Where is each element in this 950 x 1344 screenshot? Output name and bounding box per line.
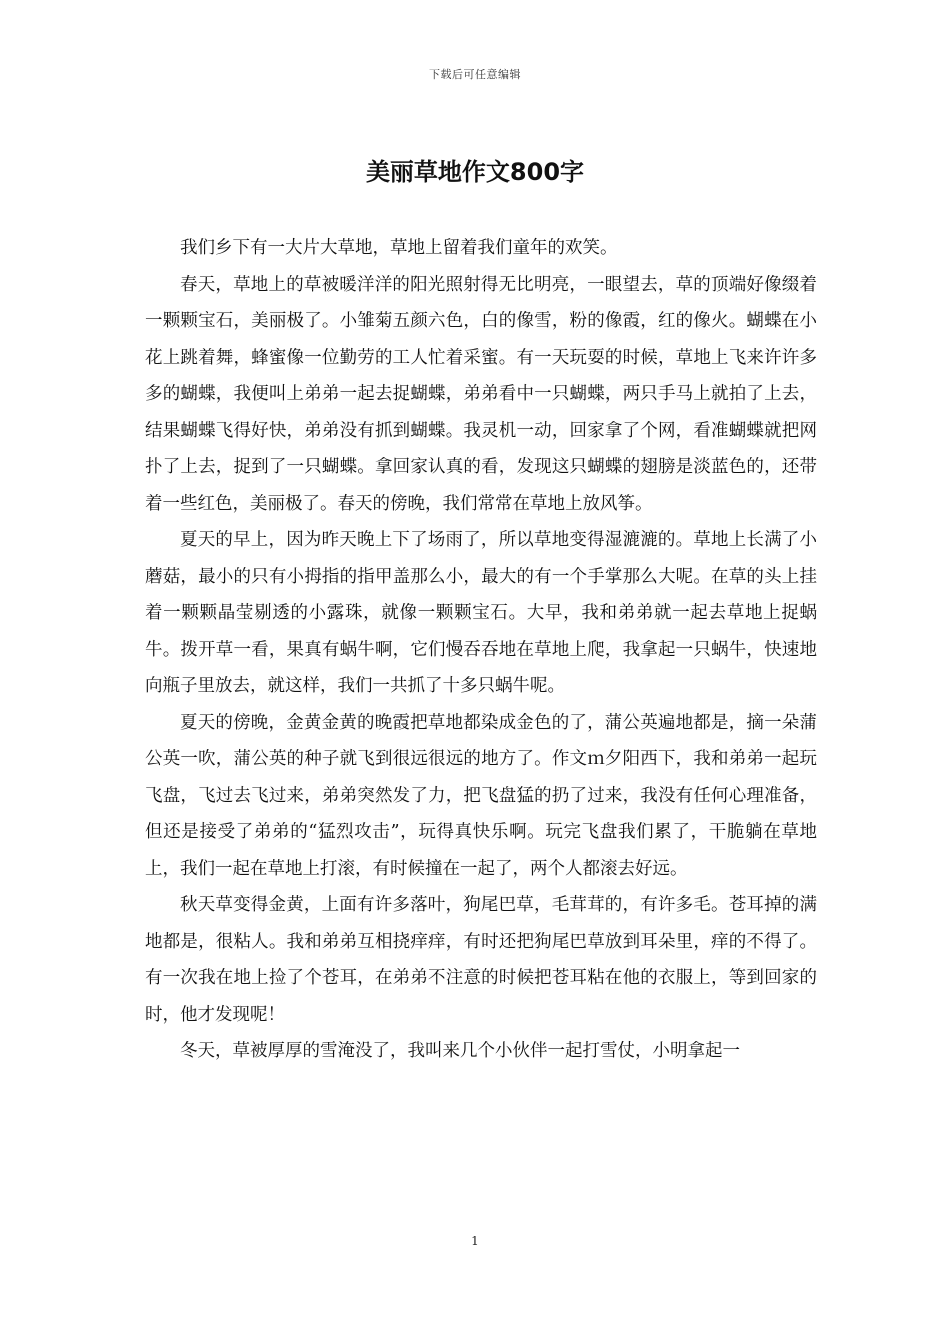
paragraph-summer-evening: 夏天的傍晚，金黄金黄的晚霞把草地都染成金色的了，蒲公英遍地都是，摘一朵蒲公英一吹，蒲公英的种子就飞到很远很远的地方了。作文ｍ夕阳西下，我和弟弟一起玩飞盘，飞过去飞过来，弟弟突然发了力，把飞盘猛的扔了过来，我没有任何心理准备，但还是接受了弟弟的“猛烈攻击”，玩得真快乐啊。玩完飞盘我们累了，干脆躺在草地上，我们一起在草地上打滚，有时候撞在一起了，两个人都滚去好远。 [145, 712, 817, 879]
document-title: 美丽草地作文800字 [365, 158, 585, 186]
page-header-note: 下载后可任意编辑 [429, 68, 521, 81]
paragraph-autumn: 秋天草变得金黄，上面有许多落叶，狗尾巴草，毛茸茸的，有许多毛。苍耳掉的满地都是，很粘人。我和弟弟互相挠痒痒，有时还把狗尾巴草放到耳朵里，痒的不得了。有一次我在地上捡了个苍耳，在弟弟不注意的时候把苍耳粘在他的衣服上，等到回家的时，他才发现呢！ [145, 895, 817, 1025]
paragraph-winter: 冬天，草被厚厚的雪淹没了，我叫来几个小伙伴一起打雪仗，小明拿起一 [180, 1041, 740, 1061]
paragraph-summer-morning: 夏天的早上，因为昨天晚上下了场雨了，所以草地变得湿漉漉的。草地上长满了小蘑菇，最小的只有小拇指的指甲盖那么小，最大的有一个手掌那么大呢。在草的头上挂着一颗颗晶莹剔透的小露珠，就像一颗颗宝石。大早，我和弟弟就一起去草地上捉蜗牛。拨开草一看，果真有蜗牛啊，它们慢吞吞地在草地上爬，我拿起一只蜗牛，快速地向瓶子里放去，就这样，我们一共抓了十多只蜗牛呢。 [145, 530, 817, 696]
document-body [145, 230, 817, 1070]
paragraph-spring: 春天，草地上的草被暖洋洋的阳光照射得无比明亮，一眼望去，草的顶端好像缀着一颗颗宝石，美丽极了。小雏菊五颜六色，白的像雪，粉的像霞，红的像火。蝴蝶在小花上跳着舞，蜂蜜像一位勤劳的工人忙着采蜜。有一天玩耍的时候，草地上飞来许许多多的蝴蝶，我便叫上弟弟一起去捉蝴蝶，弟弟看中一只蝴蝶，两只手马上就拍了上去，结果蝴蝶飞得好快，弟弟没有抓到蝴蝶。我灵机一动，回家拿了个网，看准蝴蝶就把网扑了上去，捉到了一只蝴蝶。拿回家认真的看，发现这只蝴蝶的翅膀是淡蓝色的，还带着一些红色，美丽极了。春天的傍晚，我们常常在草地上放风筝。 [145, 274, 817, 514]
page-number: 1 [471, 1234, 479, 1248]
paragraph-intro: 我们乡下有一大片大草地，草地上留着我们童年的欢笑。 [180, 238, 618, 258]
